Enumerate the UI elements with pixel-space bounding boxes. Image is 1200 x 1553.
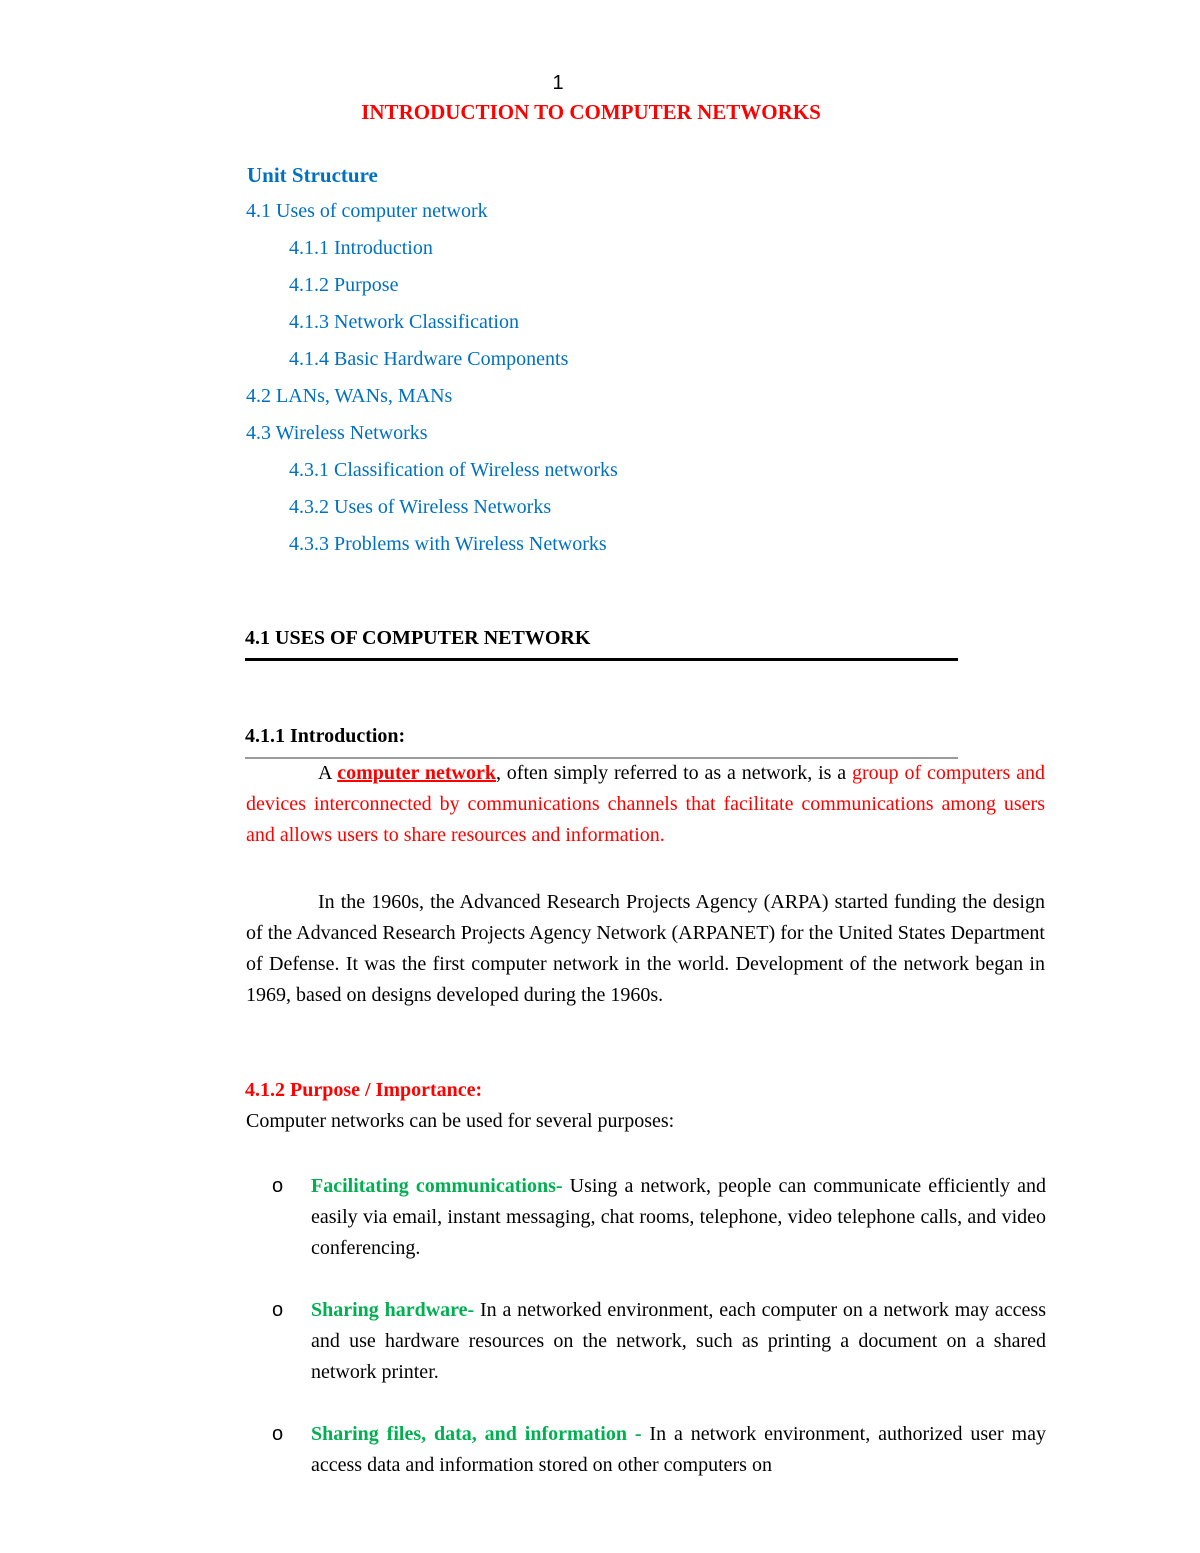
bullet-marker: o (272, 1175, 284, 1197)
toc-item: 4.3 Wireless Networks (246, 422, 428, 444)
toc-item: 4.1.3 Network Classification (289, 311, 519, 333)
bullet-text: Using a network, people can communicate efficiently and easily via email, instant messaging, chat rooms, telephone, video telephone calls, and video conferencing. (311, 1175, 1046, 1259)
purpose-heading: 4.1.2 Purpose / Importance: (245, 1079, 483, 1101)
purpose-intro: Computer networks can be used for several purposes: (246, 1110, 675, 1132)
toc-item: 4.1.4 Basic Hardware Components (289, 348, 569, 370)
page-number: 1 (552, 72, 564, 94)
toc-item: 4.3.2 Uses of Wireless Networks (289, 496, 552, 518)
document-title: INTRODUCTION TO COMPUTER NETWORKS (361, 100, 821, 124)
toc-item: 4.3.1 Classification of Wireless networks (289, 459, 618, 481)
unit-structure-heading: Unit Structure (247, 163, 378, 187)
bullet-term: Sharing hardware- (311, 1299, 475, 1321)
toc-item: 4.1.2 Purpose (289, 274, 399, 296)
intro-text: , often simply referred to as a network, is a (495, 762, 852, 784)
purpose-bullet (272, 1171, 1046, 1264)
bullet-term: Facilitating communications- (311, 1175, 563, 1197)
intro-paragraph-2: In the 1960s, the Advanced Research Projects Agency (ARPA) started funding the design of the Advanced Research Projects Agency Network (ARPANET) for the United States Department of Defense. It was the first computer network in the world. Development of the network began in 1969, based on designs developed during the 1960s. (246, 891, 1045, 1006)
intro-paragraph-1 (246, 758, 1045, 851)
toc-item: 4.1.1 Introduction (289, 237, 433, 259)
introduction-heading: 4.1.1 Introduction: (245, 725, 406, 747)
toc-item: 4.3.3 Problems with Wireless Networks (289, 533, 607, 555)
purpose-bullet (272, 1419, 1046, 1481)
toc-item: 4.1 Uses of computer network (246, 200, 488, 222)
bullet-term: Sharing files, data, and information - (311, 1423, 642, 1445)
bullet-marker: o (272, 1423, 284, 1445)
purpose-bullet (272, 1295, 1046, 1388)
definition-highlight: group of computers and devices interconnected by communications channels that facilitate communications among users and allows users to share resources and information. (246, 762, 1045, 846)
unit-structure-list (246, 193, 618, 563)
bullet-text: In a network environment, authorized user may access data and information stored on other computers on (311, 1423, 1046, 1476)
intro-text: A (318, 762, 338, 784)
section-title: 4.1 USES OF COMPUTER NETWORK (245, 627, 591, 649)
section-divider (245, 658, 958, 661)
computer-network-term: computer network (337, 762, 496, 784)
bullet-marker: o (272, 1299, 284, 1321)
bullet-text: In a networked environment, each computer on a network may access and use hardware resources on the network, such as printing a document on a shared network printer. (311, 1299, 1046, 1383)
toc-item: 4.2 LANs, WANs, MANs (246, 385, 453, 407)
